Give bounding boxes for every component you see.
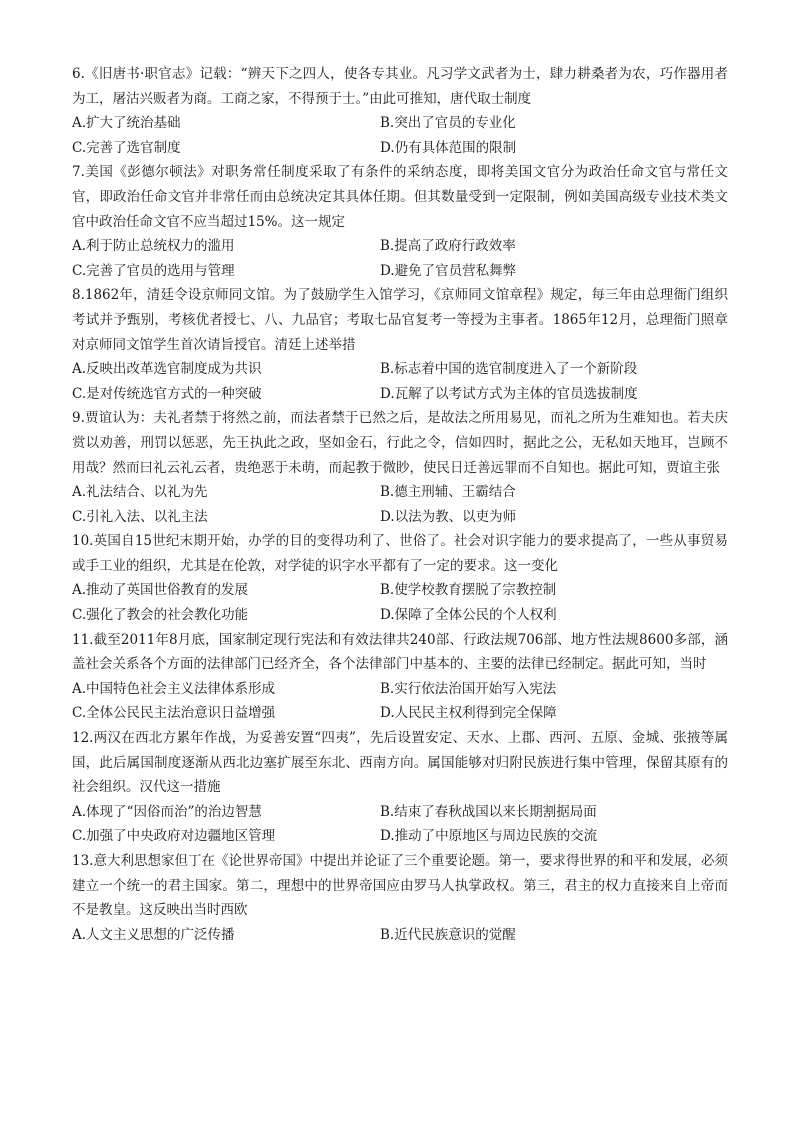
question-10 xyxy=(72,529,728,627)
option-d: D.避免了官员营私舞弊 xyxy=(380,262,517,279)
option-d: D.瓦解了以考试方式为主体的官员选拔制度 xyxy=(380,385,638,402)
option-a: A.中国特色社会主义法律体系形成 xyxy=(72,680,276,697)
question-13 xyxy=(72,849,728,947)
option-a: A.利于防止总统权力的滥用 xyxy=(72,238,235,255)
question-stem: 8.1862年，清廷令设京师同文馆。为了鼓励学生入馆学习，《京师同文馆章程》规定，每三年由总理衙门组织考试并予甄别，考核优者授七、八、九品官；考取七品官复考一等授为主事者。1865年12月，总理衙门照章对京师同文馆学生首次请旨授官。清廷上述举措 xyxy=(72,287,728,353)
option-d: D.仍有具体范围的限制 xyxy=(380,139,517,156)
option-c: C.引礼入法、以礼主法 xyxy=(72,508,208,525)
question-stem: 12.两汉在西北方累年作战，为妥善安置“四夷”，先后设置安定、天水、上郡、西河、五原、金城、张掖等属国，此后属国制度逐渐从西北边塞扩展至东北、西南方向。属国能够对归附民族进行集中管理，保留其原有的社会组织。汉代这一措施 xyxy=(72,730,728,796)
option-d: D.人民民主权利得到完全保障 xyxy=(380,705,557,722)
question-9 xyxy=(72,406,728,529)
question-stem: 13.意大利思想家但丁在《论世界帝国》中提出并论证了三个重要论题。第一，要求得世界的和平和发展，必须建立一个统一的君主国家。第二，理想中的世界帝国应由罗马人执掌政权。第三，君主的权力直接来自上帝而不是教皇。这反映出当时西欧 xyxy=(72,853,728,919)
option-c: C.强化了教会的社会教化功能 xyxy=(72,607,249,624)
options-grid xyxy=(72,234,728,283)
option-b: B.突出了官员的专业化 xyxy=(380,115,516,132)
option-c: C.全体公民民主法治意识日益增强 xyxy=(72,705,276,722)
options-grid xyxy=(72,111,728,160)
option-d: D.推动了中原地区与周边民族的交流 xyxy=(380,828,598,845)
option-a: A.推动了英国世俗教育的发展 xyxy=(72,582,249,599)
option-d: D.保障了全体公民的个人权利 xyxy=(380,607,557,624)
options-grid xyxy=(72,480,728,529)
options-grid xyxy=(72,578,728,627)
option-c: C.加强了中央政府对边疆地区管理 xyxy=(72,828,276,845)
option-a: A.人文主义思想的广泛传播 xyxy=(72,926,235,943)
question-12 xyxy=(72,726,728,849)
option-c: C.完善了官员的选用与管理 xyxy=(72,262,235,279)
question-stem: 9.贾谊认为：夫礼者禁于将然之前，而法者禁于已然之后，是故法之所用易见，而礼之所为生难知也。若夫庆赏以劝善，刑罚以惩恶，先王执此之政，坚如金石，行此之令，信如四时，据此之公，无私如天地耳，岂顾不用哉？然而曰礼云礼云者，贵绝恶于未萌，而起教于微眇，使民日迁善远罪而不自知也。据此可知，贾谊主张 xyxy=(72,410,728,476)
option-c: C.完善了选官制度 xyxy=(72,139,181,156)
option-b: B.标志着中国的选官制度进入了一个新阶段 xyxy=(380,361,638,378)
option-b: B.近代民族意识的觉醒 xyxy=(380,926,516,943)
option-a: A.反映出改革选官制度成为共识 xyxy=(72,361,262,378)
question-7 xyxy=(72,160,728,283)
option-b: B.实行依法治国开始写入宪法 xyxy=(380,680,557,697)
option-b: B.德主刑辅、王霸结合 xyxy=(380,484,516,501)
option-b: B.使学校教育摆脱了宗教控制 xyxy=(380,582,557,599)
option-b: B.提高了政府行政效率 xyxy=(380,238,516,255)
question-8 xyxy=(72,283,728,406)
question-6 xyxy=(72,62,728,160)
options-grid xyxy=(72,677,728,726)
question-11 xyxy=(72,628,728,726)
option-d: D.以法为教、以吏为师 xyxy=(380,508,517,525)
option-a: A.扩大了统治基础 xyxy=(72,115,181,132)
exam-page xyxy=(72,62,728,947)
options-grid xyxy=(72,357,728,406)
question-stem: 11.截至2011年8月底，国家制定现行宪法和有效法律共240部、行政法规706部、地方性法规8600多部，涵盖社会关系各个方面的法律部门已经齐全，各个法律部门中基本的、主要的法律已经制定。据此可知，当时 xyxy=(72,631,728,673)
question-stem: 10.英国自15世纪末期开始，办学的目的变得功利了、世俗了。社会对识字能力的要求提高了，一些从事贸易或手工业的组织，尤其是在伦敦，对学徒的识字水平都有了一定的要求。这一变化 xyxy=(72,533,728,574)
option-c: C.是对传统选官方式的一种突破 xyxy=(72,385,262,402)
options-grid xyxy=(72,800,728,849)
options-grid xyxy=(72,923,728,948)
option-b: B.结束了春秋战国以来长期割据局面 xyxy=(380,803,597,820)
question-stem: 7.美国《彭德尔顿法》对职务常任制度采取了有条件的采纳态度，即将美国文官分为政治任命文官与常任文官，即政治任命文官并非常任而由总统决定其具体任期。但其数量受到一定限制，例如美国高级专业技术类文官中政治任命文官不应当超过15%。这一规定 xyxy=(72,164,728,230)
option-a: A.体现了“因俗而治”的治边智慧 xyxy=(72,803,262,820)
question-stem: 6.《旧唐书·职官志》记载：“辨天下之四人，使各专其业。凡习学文武者为士，肆力耕桑者为农，巧作器用者为工，屠沽兴贩者为商。工商之家，不得预于士。”由此可推知，唐代取士制度 xyxy=(72,66,728,107)
option-a: A.礼法结合、以礼为先 xyxy=(72,484,208,501)
